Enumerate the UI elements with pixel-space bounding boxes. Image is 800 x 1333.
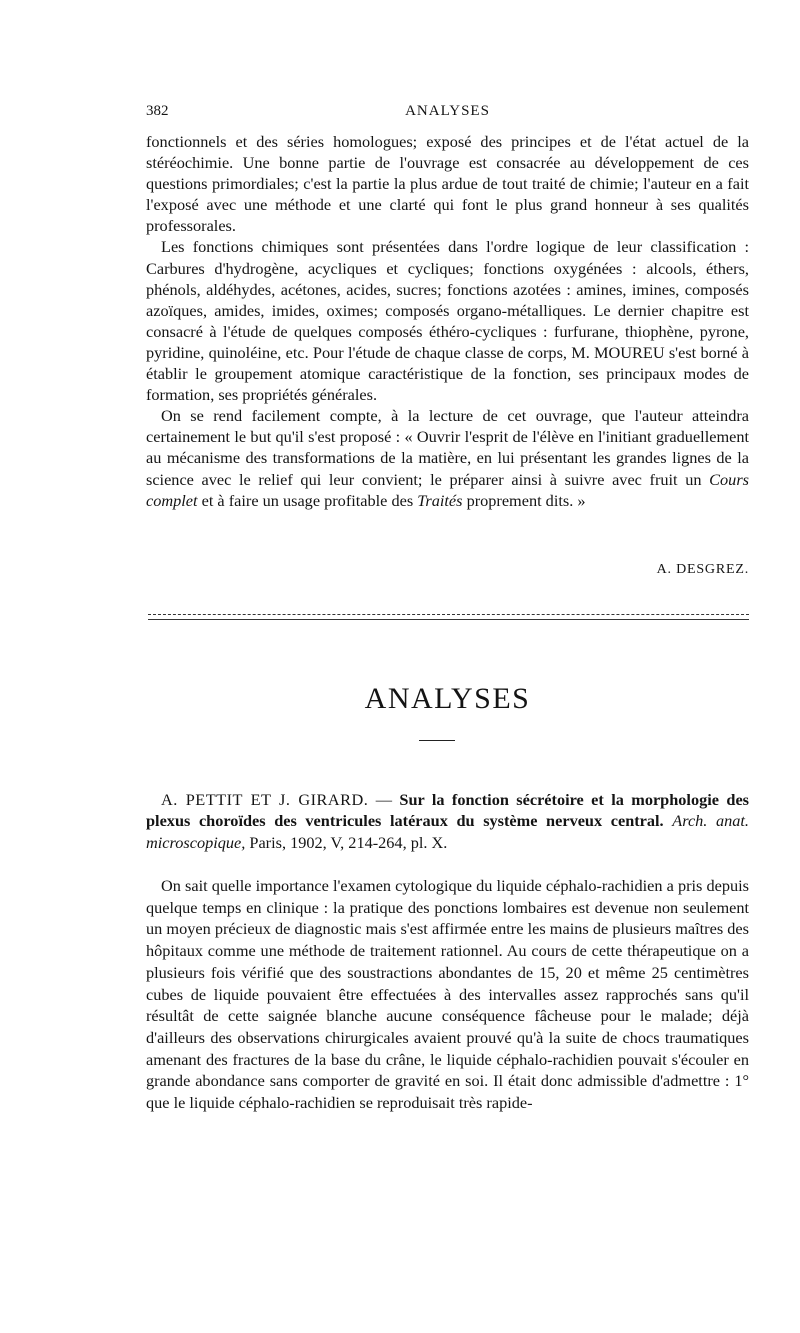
conclusion-text-2: et à faire un usage profitable des <box>197 490 418 510</box>
conclusion-italic-traites: Traités <box>417 490 463 510</box>
previous-review-text <box>146 131 749 511</box>
divider-solid-line <box>148 619 749 620</box>
review-body <box>146 875 749 1114</box>
entry-details: Paris, 1902, V, 214-264, pl. X. <box>245 832 448 852</box>
title-rule <box>419 740 455 741</box>
entry-journal: Arch. anat. microscopique, <box>146 811 750 852</box>
divider-dashed-line <box>148 614 749 615</box>
running-title: ANALYSES <box>405 103 490 119</box>
bibliographic-entry <box>146 789 749 853</box>
reviewer-signature: A. DESGREZ. <box>656 562 749 577</box>
page-number: 382 <box>146 103 169 119</box>
conclusion-text-3: proprement dits. » <box>462 490 586 510</box>
entry-separator: — <box>368 790 400 809</box>
entry-authors: A. PETTIT ET J. GIRARD. <box>161 790 369 809</box>
paragraph-functions: Les fonctions chimiques sont présentées dans l'ordre logique de leur classification : Carbures d'hydrogène, acycliques et cycliques; fonctions oxygénées : alcools, éthers, phénols, aldéhydes, acétones, acides, sucres; fonctions azotées : amines, imines, composés azoïques, amides, imides, oximes; composés organo-métalliques. Le dernier chapitre est consacré à l'étude de quelques composés éthéro-cycliques : furfurane, thiophène, pyrone, pyridine, quinoléine, etc. Pour l'étude de chaque classe de corps, M. MOUREU s'est borné à établir le groupement atomique caractéristique de la fonction, ses principaux modes de formation, ses propriétés générales. <box>146 237 749 405</box>
entry-title: Sur la fonction sécrétoire et la morphologie des plexus choroïdes des ventricules latéraux du système nerveux central. <box>146 790 750 831</box>
running-head <box>146 103 749 123</box>
conclusion-text-1: On se rend facilement compte, à la lecture de cet ouvrage, que l'auteur atteindra certainement le but qu'il s'est proposé : « Ouvrir l'esprit de l'élève en l'initiant graduellement au mécanisme des transformations de la matière, en lui présentant les grandes lignes de la science avec le relief qui leur convient; le préparer ainsi à suivre avec fruit un <box>146 406 749 489</box>
section-title: ANALYSES <box>364 682 531 715</box>
section-divider <box>148 614 749 622</box>
paragraph-conclusion <box>146 405 749 510</box>
conclusion-italic-cours: Cours complet <box>146 469 749 510</box>
body-paragraph: On sait quelle importance l'examen cytologique du liquide céphalo-rachidien a pris depuis quelque temps en clinique : la pratique des ponctions lombaires est devenue non seulement un moyen précieux de diagnostic mais s'est affirmée entre les mains de plusieurs maîtres des hôpitaux comme une méthode de traitement rationnel. Au cours de cette thérapeutique on a plusieurs fois vérifié que des soustractions abondantes de 15, 20 et même 25 centimètres cubes de liquide pouvaient être effectuées à des intervalles assez rapprochés sans qu'il résultât de cette saignée blanche aucune conséquence fâcheuse pour le malade; déjà d'ailleurs des observations chirurgicales avaient prouvé qu'à la suite de chocs traumatiques amenant des fractures de la base du crâne, le liquide céphalo-rachidien pouvait s'écouler en grande abondance sans comporter de gravité en soi. Il était donc admissible d'admettre : 1° que le liquide céphalo-rachidien se reproduisait très rapide- <box>146 876 749 1113</box>
paragraph-continuation: fonctionnels et des séries homologues; exposé des principes et de l'état actuel de la stéréochimie. Une bonne partie de l'ouvrage est consacrée au développement de ces questions primordiales; c'est la partie la plus ardue de tout traité de chimie; l'auteur en a fait l'exposé avec une méthode et une clarté qui font le plus grand honneur à ses qualités professorales. <box>146 132 749 236</box>
